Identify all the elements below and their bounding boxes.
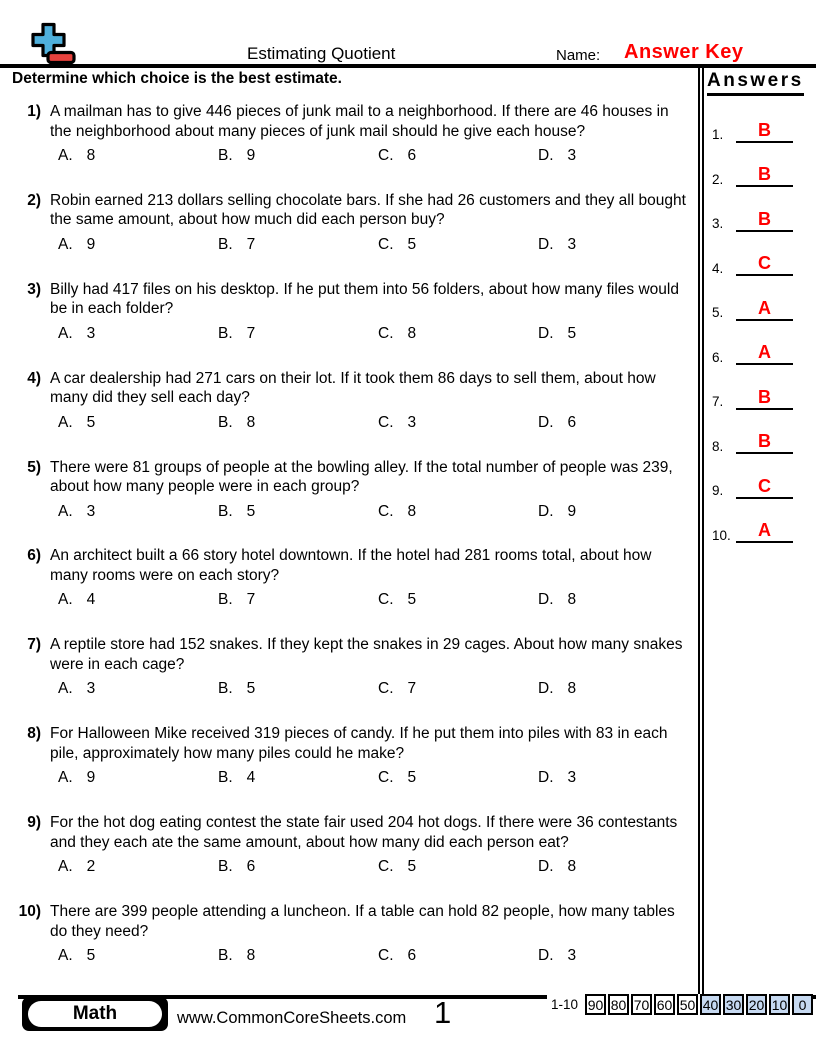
answer-list xyxy=(706,98,816,543)
answer-row xyxy=(706,187,816,232)
question-number: 1) xyxy=(27,103,41,120)
choice-letter: C. xyxy=(378,147,394,164)
choice-option xyxy=(218,502,378,521)
choice-value: 4 xyxy=(86,591,96,609)
choice-value: 3 xyxy=(407,413,417,431)
plus-icon xyxy=(33,25,64,56)
choice-value: 6 xyxy=(567,413,577,431)
choice-value: 5 xyxy=(246,680,256,698)
question-list xyxy=(0,102,700,991)
choice-option xyxy=(218,324,378,343)
choice-option xyxy=(218,857,378,876)
score-cell: 80 xyxy=(608,994,629,1015)
minus-icon xyxy=(48,53,74,63)
choice-option xyxy=(58,235,218,254)
answer-blank-line xyxy=(736,476,793,499)
question xyxy=(0,458,700,547)
website-url: www.CommonCoreSheets.com xyxy=(177,1009,407,1027)
question-text: A mailman has to give 446 pieces of junk mail to a neighborhood. If there are 46 houses in the neighborhood about many pieces of junk mail should he give each house? xyxy=(50,103,669,140)
choice-option xyxy=(378,768,538,787)
choice-value: 6 xyxy=(246,858,256,876)
choice-letter: A. xyxy=(58,502,73,520)
choice-letter: B. xyxy=(218,769,233,787)
answer-row xyxy=(706,499,816,544)
choice-value: 5 xyxy=(246,502,256,520)
score-cell: 70 xyxy=(631,994,652,1015)
page-number: 1 xyxy=(434,995,452,1030)
answers-panel-title: Answers xyxy=(707,70,804,96)
answer-number: 9. xyxy=(712,483,724,498)
choice-option xyxy=(538,324,698,343)
choice-option xyxy=(218,413,378,432)
answer-row xyxy=(706,276,816,321)
answer-letter: B xyxy=(758,386,771,407)
choice-letter: A. xyxy=(58,591,73,609)
answer-number: 8. xyxy=(712,438,724,454)
choice-letter: D. xyxy=(538,591,554,609)
choice-option xyxy=(218,768,378,787)
choice-letter: B. xyxy=(218,413,233,431)
answer-letter: A xyxy=(758,342,771,362)
question-text: Billy had 417 files on his desktop. If he put them into 56 folders, about how many files would be in each folder? xyxy=(50,280,679,318)
choice-value: 8 xyxy=(407,502,417,520)
question xyxy=(0,813,700,902)
choice-option xyxy=(218,946,378,965)
choice-letter: B. xyxy=(218,680,233,698)
question-number: 9) xyxy=(27,814,41,832)
answer-number: 4. xyxy=(712,260,724,276)
answer-blank-line xyxy=(736,342,793,365)
choice-letter: D. xyxy=(538,413,554,431)
choice-option xyxy=(378,502,538,521)
question-text: An architect built a 66 story hotel downtown. If the hotel had 281 rooms total, about how many rooms were on each story? xyxy=(50,547,652,584)
choice-letter: C. xyxy=(378,235,394,253)
choice-value: 7 xyxy=(246,235,256,253)
choice-option xyxy=(538,590,698,609)
answer-blank-line xyxy=(736,520,793,543)
choice-option xyxy=(538,502,698,521)
question-text: Robin earned 213 dollars selling chocolate bars. If she had 26 customers and they all bought the same amount, about how much did each person buy? xyxy=(50,191,686,229)
choice-letter: C. xyxy=(378,947,394,965)
choice-row xyxy=(58,146,700,165)
choice-value: 3 xyxy=(567,147,577,164)
choice-letter: B. xyxy=(218,147,233,164)
choice-letter: C. xyxy=(378,680,394,698)
choice-value: 8 xyxy=(567,680,577,698)
choice-value: 5 xyxy=(407,235,417,253)
choice-letter: B. xyxy=(218,235,233,253)
answer-row xyxy=(706,143,816,188)
choice-option xyxy=(378,679,538,698)
header-divider xyxy=(0,64,816,68)
choice-letter: B. xyxy=(218,324,233,342)
answer-blank-line xyxy=(736,209,793,232)
choice-value: 3 xyxy=(567,235,577,253)
answer-blank-line xyxy=(736,431,793,454)
score-range-label: 1-10 xyxy=(550,997,578,1012)
choice-value: 9 xyxy=(86,235,96,253)
choice-option xyxy=(378,413,538,432)
answer-letter: C xyxy=(758,475,771,496)
choice-letter: A. xyxy=(58,680,73,698)
choice-letter: D. xyxy=(538,858,554,876)
question-number: 5) xyxy=(27,458,41,476)
question xyxy=(0,369,700,458)
choice-option xyxy=(58,679,218,698)
choice-option xyxy=(58,946,218,965)
choice-value: 9 xyxy=(86,769,96,787)
commoncoresheets-logo xyxy=(30,22,78,66)
choice-option xyxy=(58,590,218,609)
answer-row xyxy=(706,321,816,366)
choice-option xyxy=(378,146,538,165)
question xyxy=(0,191,700,280)
choice-row xyxy=(58,590,700,609)
choice-option xyxy=(378,857,538,876)
answer-number: 7. xyxy=(712,394,724,409)
choice-value: 3 xyxy=(567,947,577,965)
choice-option xyxy=(218,235,378,254)
question-text: For Halloween Mike received 319 pieces of candy. If he put them into piles with 83 in each pile, approximately how many piles could he make? xyxy=(50,725,668,762)
choice-option xyxy=(538,679,698,698)
choice-option xyxy=(58,413,218,432)
choice-letter: D. xyxy=(538,502,554,520)
choice-option xyxy=(538,146,698,165)
choice-option xyxy=(58,768,218,787)
answer-blank-line xyxy=(736,387,793,410)
choice-row xyxy=(58,324,700,343)
choice-option xyxy=(538,235,698,254)
question-number: 10) xyxy=(18,903,41,921)
choice-row xyxy=(58,235,700,254)
answer-letter: B xyxy=(758,119,771,140)
choice-letter: D. xyxy=(538,324,554,342)
question-text: A car dealership had 271 cars on their lot. If it took them 86 days to sell them, about how many did they sell each day? xyxy=(50,369,656,407)
choice-value: 3 xyxy=(86,324,96,342)
choice-letter: D. xyxy=(538,769,554,787)
choice-row xyxy=(58,413,700,432)
name-label: Name: xyxy=(556,47,601,64)
choice-letter: D. xyxy=(538,680,554,698)
choice-option xyxy=(218,590,378,609)
choice-value: 3 xyxy=(567,769,577,787)
choice-letter: C. xyxy=(378,413,394,431)
answer-letter: B xyxy=(758,208,771,229)
score-cell: 60 xyxy=(654,994,675,1015)
question-text: A reptile store had 152 snakes. If they kept the snakes in 29 cages. About how many snakes were in each cage? xyxy=(50,636,683,673)
choice-value: 8 xyxy=(407,324,417,342)
choice-letter: B. xyxy=(218,947,233,965)
answer-row xyxy=(706,98,816,143)
choice-row xyxy=(58,502,700,521)
answer-number: 5. xyxy=(712,305,724,320)
question-text: There are 399 people attending a luncheon. If a table can hold 82 people, how many tables do they need? xyxy=(50,903,675,940)
choice-value: 7 xyxy=(246,324,256,342)
question-number: 3) xyxy=(27,280,41,298)
answer-row xyxy=(706,232,816,277)
score-cell: 20 xyxy=(746,994,767,1015)
choice-letter: C. xyxy=(378,591,394,609)
score-cell: 50 xyxy=(677,994,698,1015)
answer-letter: A xyxy=(758,297,771,318)
page-title: Estimating Quotient xyxy=(247,44,396,63)
choice-option xyxy=(538,413,698,432)
choice-letter: C. xyxy=(378,769,394,787)
choice-option xyxy=(378,324,538,343)
choice-letter: A. xyxy=(58,235,73,253)
choice-value: 8 xyxy=(246,413,256,431)
question-number: 4) xyxy=(27,369,41,387)
choice-value: 9 xyxy=(567,502,577,520)
choice-option xyxy=(58,324,218,343)
score-cells xyxy=(585,994,813,1015)
choice-value: 7 xyxy=(407,680,417,698)
choice-option xyxy=(378,235,538,254)
answer-number: 2. xyxy=(712,171,724,187)
choice-value: 6 xyxy=(407,947,417,965)
choice-option xyxy=(58,857,218,876)
choice-letter: D. xyxy=(538,235,554,253)
choice-letter: A. xyxy=(58,324,73,342)
choice-row xyxy=(58,946,700,965)
subject-label: Math xyxy=(28,1001,162,1027)
question xyxy=(0,102,700,191)
choice-letter: A. xyxy=(58,147,73,164)
choice-row xyxy=(58,857,700,876)
choice-value: 9 xyxy=(246,147,256,164)
answer-number: 10. xyxy=(712,527,731,543)
choice-row xyxy=(58,679,700,698)
choice-letter: B. xyxy=(218,858,233,876)
choice-option xyxy=(538,857,698,876)
choice-option xyxy=(378,590,538,609)
question xyxy=(0,280,700,369)
question xyxy=(0,724,700,813)
question-number: 6) xyxy=(27,547,41,565)
choice-letter: D. xyxy=(538,947,554,965)
choice-value: 6 xyxy=(407,147,417,164)
choice-letter: A. xyxy=(58,858,73,876)
answers-column-divider xyxy=(698,64,704,995)
score-cell: 90 xyxy=(585,994,606,1015)
answer-key-label: Answer Key xyxy=(624,41,744,63)
choice-option xyxy=(218,146,378,165)
choice-value: 7 xyxy=(246,591,256,609)
choice-option xyxy=(378,946,538,965)
choice-value: 5 xyxy=(567,324,577,342)
choice-value: 2 xyxy=(86,858,96,876)
choice-letter: B. xyxy=(218,502,233,520)
choice-letter: A. xyxy=(58,947,73,965)
answer-letter: A xyxy=(758,520,771,540)
answer-number: 3. xyxy=(712,216,724,231)
score-cell: 10 xyxy=(769,994,790,1015)
answer-letter: C xyxy=(758,253,771,273)
choice-option xyxy=(218,679,378,698)
choice-letter: B. xyxy=(218,591,233,609)
choice-option xyxy=(538,768,698,787)
answer-row xyxy=(706,365,816,410)
answer-number: 1. xyxy=(712,127,724,142)
answer-blank-line xyxy=(736,120,793,143)
choice-value: 3 xyxy=(86,680,96,698)
choice-value: 5 xyxy=(86,947,96,965)
choice-letter: D. xyxy=(538,147,554,164)
choice-option xyxy=(58,502,218,521)
choice-value: 5 xyxy=(407,858,417,876)
score-table xyxy=(547,994,813,1015)
question-text: For the hot dog eating contest the state fair used 204 hot dogs. If there were 36 contestants and they each ate the same amount, about how many did each person eat? xyxy=(50,814,678,851)
choice-value: 3 xyxy=(86,502,96,520)
answer-blank-line xyxy=(736,253,793,276)
answer-letter: B xyxy=(758,164,771,184)
question xyxy=(0,546,700,635)
choice-letter: C. xyxy=(378,858,394,876)
choice-value: 8 xyxy=(86,147,96,164)
question-number: 2) xyxy=(27,191,41,209)
choice-value: 8 xyxy=(246,947,256,965)
answer-letter: B xyxy=(758,431,771,451)
question-number: 7) xyxy=(27,636,41,654)
subject-badge xyxy=(22,997,168,1031)
question xyxy=(0,635,700,724)
choice-value: 8 xyxy=(567,858,577,876)
answer-number: 6. xyxy=(712,349,724,365)
choice-letter: C. xyxy=(378,502,394,520)
score-cell: 30 xyxy=(723,994,744,1015)
answer-row xyxy=(706,410,816,455)
choice-option xyxy=(58,146,218,165)
score-cell: 40 xyxy=(700,994,721,1015)
choice-value: 5 xyxy=(407,591,417,609)
choice-letter: A. xyxy=(58,769,73,787)
question-text: There were 81 groups of people at the bowling alley. If the total number of people was 239, about how many people were in each group? xyxy=(50,458,673,496)
choice-letter: C. xyxy=(378,324,394,342)
choice-value: 5 xyxy=(86,413,96,431)
answer-blank-line xyxy=(736,164,793,187)
answer-blank-line xyxy=(736,298,793,321)
question-number: 8) xyxy=(27,725,41,743)
choice-row xyxy=(58,768,700,787)
choice-option xyxy=(538,946,698,965)
choice-value: 8 xyxy=(567,591,577,609)
score-cell: 0 xyxy=(792,994,813,1015)
choice-value: 4 xyxy=(246,769,256,787)
choice-value: 5 xyxy=(407,769,417,787)
answer-row xyxy=(706,454,816,499)
question xyxy=(0,902,700,991)
choice-letter: A. xyxy=(58,413,73,431)
instructions-text: Determine which choice is the best estimate. xyxy=(12,70,342,87)
